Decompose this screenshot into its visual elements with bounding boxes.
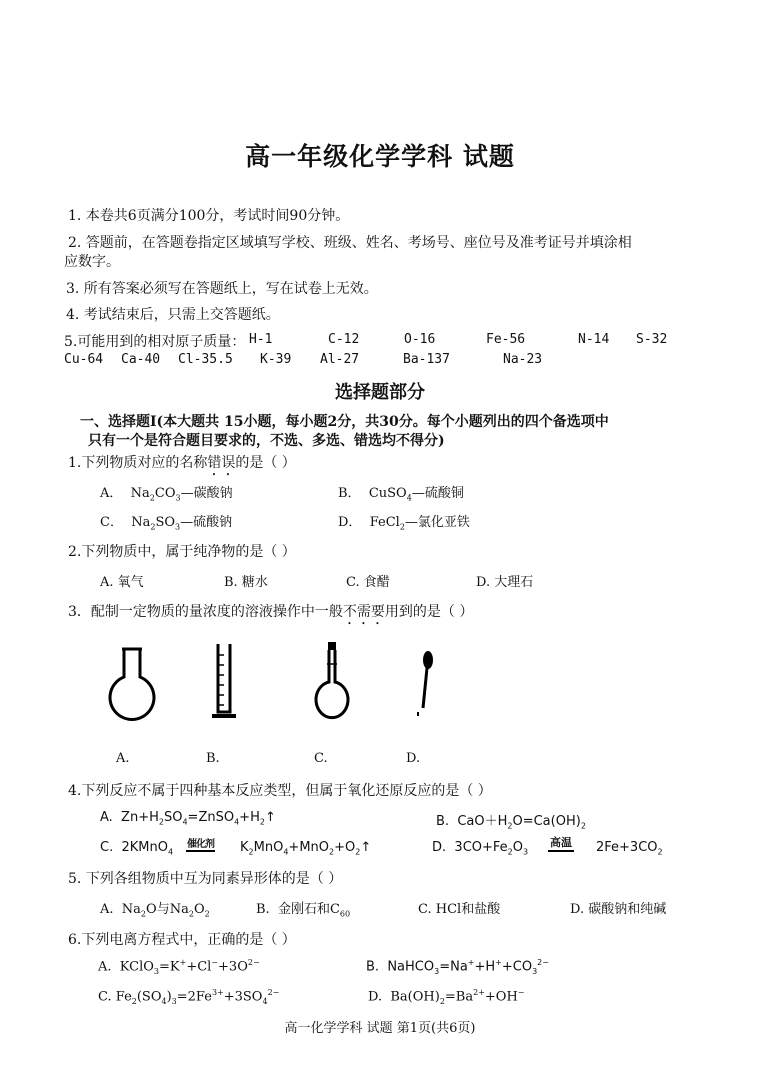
catalyst-label: 催化剂 (186, 835, 215, 852)
q5-option-b: B. 金刚石和$C_{60}$ (256, 902, 351, 919)
instruction-3: 3. 所有答案必须写在答题纸上，写在试卷上无效。 (66, 281, 378, 297)
q3-label-c: C. (314, 751, 328, 766)
q3-label-d: D. (406, 751, 421, 766)
page-title: 高一年级化学学科 试题 (245, 142, 515, 171)
dropper-icon (410, 650, 440, 720)
q4-option-d-products: $2Fe+3CO_2$ (596, 840, 663, 857)
q2-option-d: D. 大理石 (476, 575, 534, 590)
q3-label-a: A. (116, 751, 130, 766)
atomic-mass: Ba-137 (403, 352, 450, 367)
q4-option-a: A. $Zn+H_2SO_4=ZnSO_4+H_2↑$ (100, 810, 276, 827)
q6-option-d: D. $Ba(OH)_2=Ba^{2+}+OH^-$ (368, 988, 525, 1006)
q2-option-c: C. 食醋 (346, 575, 390, 590)
atomic-mass: Ca-40 (121, 352, 161, 367)
instruction-1: 1. 本卷共6页满分100分，考试时间90分钟。 (68, 208, 350, 224)
question-5-stem: 5. 下列各组物质中互为同素异形体的是（ ） (68, 871, 343, 887)
question-2-stem: 2.下列物质中，属于纯净物的是（ ） (68, 544, 296, 560)
q1-option-d: D． FeCl$_2$—氯化亚铁 (338, 515, 470, 532)
question-4-stem: 4.下列反应不属于四种基本反应类型，但属于氧化还原反应的是（ ） (68, 783, 492, 799)
emphasis-text: 不需要 (342, 604, 385, 620)
q2-option-b: B. 糖水 (224, 575, 268, 590)
volumetric-flask-icon (312, 640, 352, 724)
atomic-mass: Cl-35.5 (178, 352, 233, 367)
q4-option-c-products: $K_2MnO_4+MnO_2+O_2↑$ (240, 840, 372, 857)
q1-option-c: C． $Na_2SO_3—$硫酸钠 (100, 515, 233, 532)
question-6-stem: 6.下列电离方程式中，正确的是（ ） (68, 932, 296, 948)
graduated-cylinder-icon (206, 640, 242, 722)
atomic-mass: C-12 (328, 332, 360, 347)
atomic-mass: O-16 (404, 332, 436, 347)
q4-option-c: C. 2KMnO$_4$ (100, 840, 174, 857)
q6-option-c: C. $Fe_2(SO_4)_3=2Fe^{3+}+3SO_4^{2-}$ (98, 988, 280, 1006)
section-desc-1: 一、选择题Ⅰ(本大题共 15小题，每小题2分，共30分。每个小题列出的四个备选项中 (80, 414, 609, 430)
atomic-mass: Fe-56 (486, 332, 526, 347)
instruction-2: 2. 答题前，在答题卷指定区域填写学校、班级、姓名、考场号、座位号及准考证号并填涂相 (68, 235, 632, 251)
q6-option-a: A. $KClO_3=K^++Cl^-+3O^{2-}$ (98, 958, 260, 976)
q6-option-b: B. $NaHCO_3=Na^++H^++CO_3^{2-}$ (366, 958, 549, 976)
q2-option-a: A. 氧气 (100, 575, 144, 590)
atomic-mass: S-32 (636, 332, 668, 347)
q5-option-a: A. $Na_2O$与$Na_2O_2$ (100, 902, 210, 919)
emphasis-text: 错误 (207, 455, 236, 471)
q5-option-c: C. HCl和盐酸 (418, 902, 501, 917)
instruction-4: 4. 考试结束后，只需上交答题纸。 (66, 307, 280, 323)
instruction-2-cont: 应数字。 (64, 254, 120, 270)
round-bottom-flask-icon (100, 645, 170, 725)
q5-option-d: D. 碳酸钠和纯碱 (570, 902, 667, 917)
high-temp-label: 高温 (548, 834, 574, 852)
q3-label-b: B. (206, 751, 220, 766)
atomic-mass: H-1 (249, 332, 273, 347)
atomic-mass: Al-27 (320, 352, 360, 367)
section-title: 选择题部分 (335, 382, 425, 403)
q1-option-a: A． $Na_2CO_3—$碳酸钠 (100, 486, 233, 503)
instruction-5-label: 5.可能用到的相对原子质量： (64, 334, 246, 350)
q1-option-b: B． CuSO$_4$—硫酸铜 (338, 486, 464, 503)
atomic-mass: N-14 (578, 332, 610, 347)
q4-option-b: B. $CaO+H_2O=Ca(OH)_2$ (436, 814, 586, 831)
question-1-stem: 1.下列物质对应的名称错误的是（ ） (68, 455, 296, 471)
atomic-mass: Na-23 (503, 352, 543, 367)
question-3-stem: 3．配制一定物质的量浓度的溶液操作中一般不需要用到的是（ ） (68, 604, 474, 620)
atomic-mass: K-39 (260, 352, 292, 367)
atomic-mass: Cu-64 (64, 352, 104, 367)
section-desc-2: 只有一个是符合题目要求的，不选、多选、错选均不得分) (88, 433, 445, 449)
q4-option-d: D. $3CO+Fe_2O_3$ (432, 840, 529, 857)
page-footer: 高一化学学科 试题 第1页(共6页) (284, 1021, 476, 1036)
